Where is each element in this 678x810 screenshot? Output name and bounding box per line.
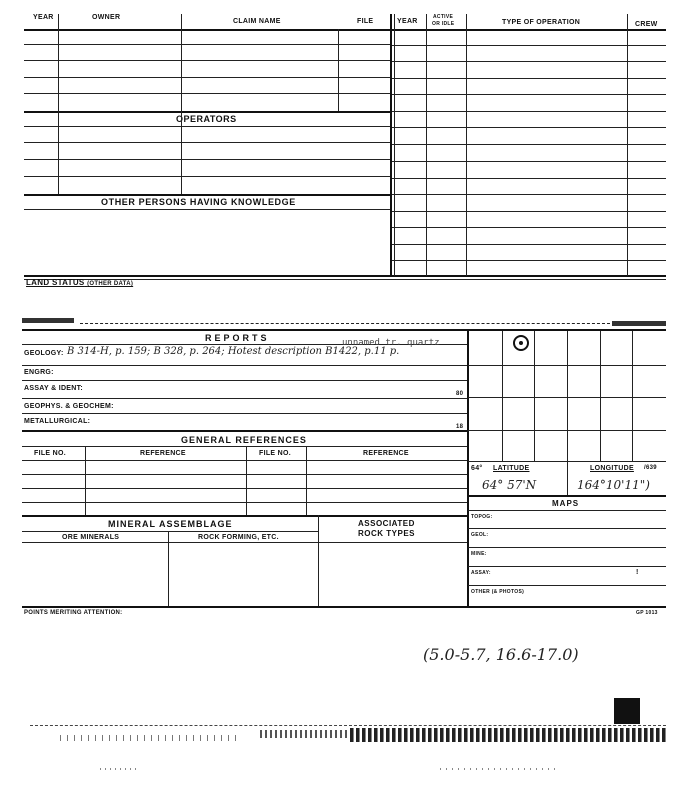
- assay-label: ASSAY & IDENT:: [24, 385, 84, 392]
- other-persons-label: OTHER PERSONS HAVING KNOWLEDGE: [101, 197, 296, 207]
- latitude-label: LATITUDE: [493, 465, 530, 472]
- form-code: GP 1013: [636, 610, 658, 616]
- operators-label: OPERATORS: [176, 114, 237, 124]
- header-claim-name: CLAIM NAME: [233, 18, 281, 25]
- metallurgical-code: 18: [456, 424, 464, 430]
- maps-mine: MINE:: [471, 551, 487, 557]
- longitude-suffix: /639: [644, 465, 657, 471]
- assay-code: 80: [456, 391, 464, 397]
- geology-handwritten: B 314-H, p. 159; B 328, p. 264; Hotest description B1422, p.11 p.: [67, 346, 400, 357]
- header-file: FILE: [357, 18, 374, 25]
- mineral-assemblage-title: MINERAL ASSEMBLAGE: [108, 519, 233, 529]
- handwritten-range: (5.0-5.7, 16.6-17.0): [423, 645, 579, 664]
- engrg-label: ENGRG:: [24, 369, 54, 376]
- header-type-of-operation: TYPE OF OPERATION: [502, 19, 581, 26]
- maps-topog: TOPOG:: [471, 514, 493, 520]
- geophys-label: GEOPHYS. & GEOCHEM:: [24, 403, 114, 410]
- geology-stamp: unnamed tr. quartz: [342, 338, 440, 348]
- general-references-title: GENERAL REFERENCES: [181, 435, 307, 445]
- maps-geol: GEOL:: [471, 532, 489, 538]
- maps-assay: ASSAY:: [471, 570, 491, 576]
- header-owner: OWNER: [92, 14, 121, 21]
- reports-title: REPORTS: [205, 333, 270, 343]
- geology-label: GEOLOGY:: [24, 350, 64, 357]
- header-year-2: YEAR: [397, 18, 418, 25]
- header-or-idle: OR IDLE: [432, 21, 455, 27]
- points-meriting-label: POINTS MERITING ATTENTION:: [24, 610, 123, 616]
- gr-col-ref-1: REFERENCE: [140, 450, 186, 457]
- rock-types-label: ROCK TYPES: [358, 529, 416, 538]
- gr-col-file-2: FILE NO.: [259, 450, 291, 457]
- ore-minerals-label: ORE MINERALS: [62, 534, 120, 541]
- maps-assay-mark: !: [636, 569, 639, 576]
- maps-other: OTHER (& PHOTOS): [471, 589, 525, 595]
- maps-title: MAPS: [552, 499, 580, 508]
- land-status-label: LAND STATUS (OTHER DATA): [26, 278, 134, 287]
- header-crew: CREW: [635, 21, 658, 28]
- metallurgical-label: METALLURGICAL:: [24, 418, 91, 425]
- gr-col-ref-2: REFERENCE: [363, 450, 409, 457]
- longitude-label: LONGITUDE: [590, 465, 634, 472]
- rock-forming-label: ROCK FORMING, ETC.: [198, 534, 279, 541]
- header-active: ACTIVE: [433, 14, 454, 20]
- latitude-value: 64° 57'N: [482, 478, 537, 492]
- header-year: YEAR: [33, 14, 54, 21]
- longitude-value: 164°10'11"): [577, 478, 650, 492]
- latitude-prefix: 64°: [471, 465, 483, 472]
- circled-marker-icon: [513, 335, 529, 351]
- associated-label: ASSOCIATED: [358, 519, 415, 528]
- gr-col-file-1: FILE NO.: [34, 450, 66, 457]
